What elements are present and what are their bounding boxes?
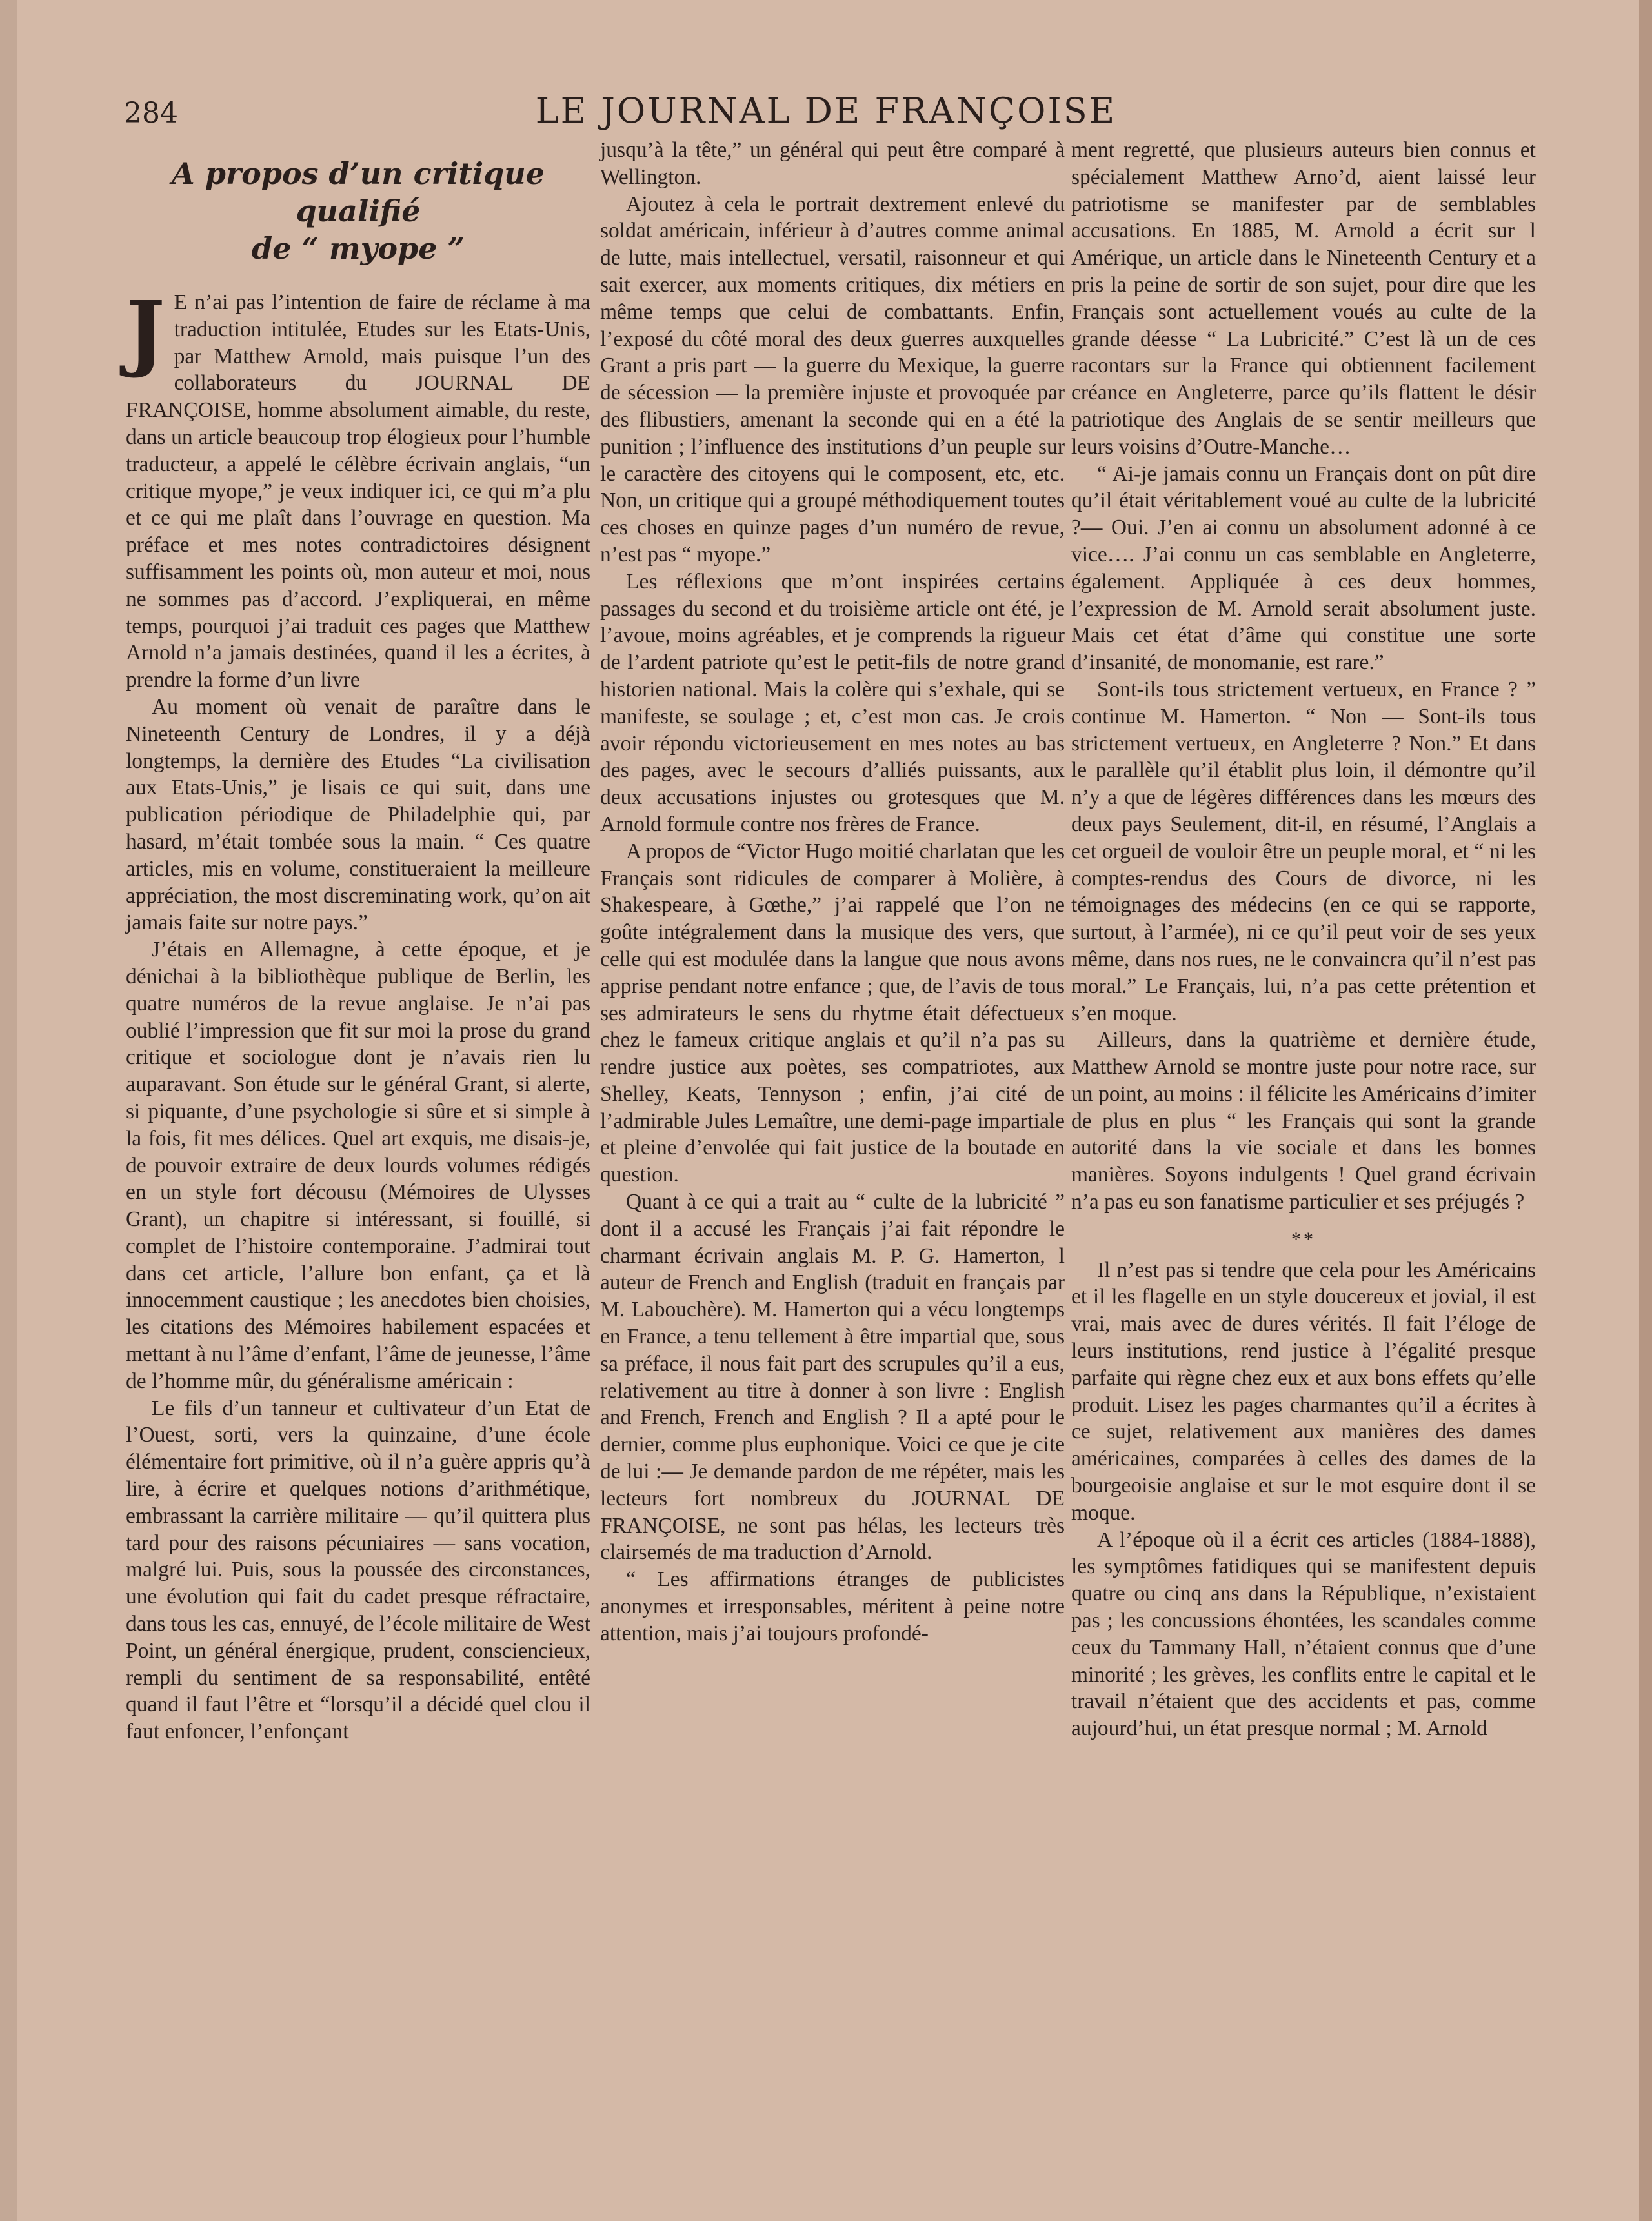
paragraph: J’étais en Allemagne, à cette époque, et je dénichai à la bibliothèque publique de Berlin, les quatre numéros de la revue anglaise. Je n’ai pas oublié l’impression que fit sur moi la prose du grand critique et sociologue dont je n’avais rien lu auparavant. Son étude sur le général Grant, si alerte, si piquante, d’une psychologie si sûre et si simple à la fois, fit mes délices. Quel art exquis, me disais-je, de pouvoir extraire de deux lourds volumes rédigés en un style fort décousu (Mémoires de Ulysses Grant), un chapitre si intéressant, si fouillé, si complet de l’histoire contemporaine. J’admirai tout dans cet article, l’allure bon enfant, ça et là innocemment caustique ; les anecdotes bien choisies, les citations des Mémoires habilement espacées et mettant à nu l’âme d’enfant, l’âme de jeunesse, l’âme de l’homme mûr, du généralisme américain : — [126, 938, 590, 1393]
paragraph-text: E n’ai pas l’intention de faire de réclame à ma traduction intitulée, Etudes sur les Etats-Unis, par Matthew Arnold, mais puisque l’un des collaborateurs du JOURNAL DE FRANÇOISE, homme absolument aimable, du reste, dans un article beaucoup trop élogieux pour l’humble traducteur, a appelé le célèbre écrivain anglais, “un critique myope,” je veux indiquer ici, ce qui m’a plu et ce qui me plaît dans l’ouvrage en question. Ma préface et mes notes contradictoires désignent suffisamment les points où, mon auteur et moi, nous ne sommes pas d’accord. J’expliquerai, en même temps, pourquoi j’ai traduit ces pages que Matthew Arnold n’a jamais destinées, quand il les a écrites, à prendre la forme d’un livre — [126, 290, 590, 692]
article-title — [126, 155, 590, 267]
page-edge-right — [1639, 0, 1652, 2221]
section-separator: ** — [1291, 1228, 1316, 1250]
paragraph: Quant à ce qui a trait au “ culte de la lubricité ” dont il a accusé les Français j’ai fait répondre le charmant écrivain anglais M. P. G. Hamerton, l auteur de French and English (traduit en français par M. Labouchère). M. Hamerton qui a vécu longtemps en France, a tenu tellement à être impartial que, sous sa préface, il nous fait part des scrupules qu’il a eus, relativement au titre à donner à son livre : English and French, French and English ? Il a apté pour le dernier, comme plus euphonique. Voici ce que je cite de lui :— Je demande pardon de me répéter, mais les lecteurs fort nombreux du JOURNAL DE FRANÇOISE, ne sont pas hélas, les lecteurs très clairsemés de ma traduction d’Arnold. — [600, 1190, 1065, 1565]
paragraph: jusqu’à la tête,” un général qui peut être comparé à Wellington. — [600, 138, 1065, 189]
article-title-line-2: de “ myope ” — [252, 231, 465, 266]
running-head: LE JOURNAL DE FRANÇOISE — [535, 90, 1117, 131]
paragraph: A l’époque où il a écrit ces articles (1884-1888), les symptômes fatidiques qui se manifestent depuis quatre ou cinq ans dans la République, n’existaient pas ; les concussions éhontées, les scandales comme ceux du Tammany Hall, n’étaient connus que d’une minorité ; les grèves, les conflits entre le capital et le travail n’étaient que des accidents et pas, comme aujourd’hui, un état presque normal ; M. Arnold — [1071, 1527, 1536, 1741]
paragraph — [126, 284, 590, 694]
paragraph: A propos de “Victor Hugo moitié charlatan que les Français sont ridicules de comparer à Molière, à Shakespeare, à Gœthe,” j’ai rappelé que l’on ne goûte intégralement dans la musique des vers, que celle qui est modulée dans la langue que nous avons apprise pendant notre enfance ; que, de l’avis de tous ses admirateurs le sens du rhytme était défectueux chez le fameux critique anglais et qu’il n’a pas su rendre justice aux poètes, ses compatriotes, aux Shelley, Keats, Tennyson ; enfin, j’ai cité de l’admirable Jules Lemaître, une demi-page impartiale et pleine d’envolée qui fait justice de la boutade en question. — [600, 839, 1065, 1187]
column-2 — [600, 137, 1065, 1647]
paragraph: “ Les affirmations étranges de publicistes anonymes et irresponsables, méritent à peine notre attention, mais j’ai toujours profondé- — [600, 1567, 1065, 1645]
paragraph: Il n’est pas si tendre que cela pour les Américains et il les flagelle en un style doucereux et jovial, il est vrai, mais avec de dures vérités. Il fait l’éloge de leurs institutions, rend justice à l’égalité presque parfaite qui règne chez eux et aux bons effets qu’elle produit. Lisez les pages charmantes qu’il a écrites à ce sujet, relativement aux manières des dames américaines, comparées à celles des dames de la bourgeoisie anglaise et sur le mot esquire dont il se moque. — [1071, 1258, 1536, 1525]
paragraph: Le fils d’un tanneur et cultivateur d’un Etat de l’Ouest, sorti, vers la quinzaine, d’une école élémentaire fort primitive, où il n’a guère appris qu’à lire, à écrire et quelques notions d’arithmétique, embrassant la carrière militaire — qu’il quittera plus tard pour des raisons pécuniaires — sans vocation, malgré lui. Puis, sous la poussée des circonstances, une évolution qui fait du cadet presque réfractaire, dans tous les cas, ennuyé, de l’école militaire de West Point, un général énergique, prudent, consciencieux, rempli du sentiment de sa responsabilité, entêté quand il faut l’être et “lorsqu’il a décidé quel clou il faut enfoncer, l’enfonçant — [126, 1396, 590, 1744]
page-edge-left — [0, 0, 17, 2221]
paragraph: Les réflexions que m’ont inspirées certains passages du second et du troisième article ont été, je l’avoue, moins agréables, et je comprends la rigueur de l’ardent patriote qu’est le petit-fils de notre grand historien national. Mais la colère qui s’exhale, qui se manifeste, se soulage ; et, c’est mon cas. Je crois avoir répondu victorieusement en mes notes au bas des pages, avec le secours d’alliés puissants, aux deux accusations injustes ou grotesques que M. Arnold formule contre nos frères de France. — [600, 569, 1065, 836]
drop-cap: J — [126, 284, 165, 381]
paragraph: Ailleurs, dans la quatrième et dernière étude, Matthew Arnold se montre juste pour notre race, sur un point, au moins : il félicite les Américains d’imiter de plus en plus “ les Français qui sont la grande autorité dans la vie sociale et dans les bonnes manières. Soyons indulgents ! Quel grand écrivain n’a pas eu son fanatisme particulier et ses préjugés ? — [1071, 1028, 1536, 1214]
page-number: 284 — [124, 97, 178, 130]
paragraph: Ajoutez à cela le portrait dextrement enlevé du soldat américain, inférieur à d’autres comme animal de lutte, mais intellectuel, versatil, raisonneur et qui sait exercer, aux moments critiques, dix métiers en même temps que celui de combattants. Enfin, l’exposé du côté moral des deux guerres auxquelles Grant a pris part — la guerre du Mexique, la guerre de sécession — la première injuste et provoquée par des flibustiers, amenant la seconde qui en a été la punition ; l’influence des institutions d’un peuple sur le caractère des citoyens qui le composent, etc, etc. Non, un critique qui a groupé méthodiquement toutes ces choses en quinze pages d’un numéro de revue, n’est pas “ myope.” — [600, 192, 1065, 567]
paragraph: Sont-ils tous strictement vertueux, en France ? ” continue M. Hamerton. “ Non — Sont-ils tous strictement vertueux, en Angleterre ? Non.” Et dans le parallèle qu’il établit plus loin, il démontre qu’il n’y a que de légères différences dans les mœurs des deux pays Seulement, dit-il, en résumé, l’Anglais a cet orgueil de vouloir être un peuple moral, et “ ni les comptes-rendus des Cours de divorce, ni les témoignages des médecins (en ce qui se rapporte, surtout, à l’armée), ni ce qu’il peut voir de ses yeux même, dans nos rues, ne le convaincra qu’il n’est pas moral.” Le Français, lui, n’a pas cette prétention et s’en moque. — [1071, 677, 1536, 1025]
article-title-line-1: A propos d’un critique qualifié — [172, 156, 545, 228]
paragraph: Au moment où venait de paraître dans le Nineteenth Century de Londres, il y a déjà longtemps, la dernière des Etudes “La civilisation aux Etats-Unis,” je lisais ce qui suit, dans une publication périodique de Philadelphie qui, par hasard, m’était tombée sous la main. “ Ces quatre articles, mis en volume, constitueraient la meilleure appréciation, the most discreminating work, qu’on ait jamais faite sur notre pays.” — [126, 694, 590, 935]
column-3 — [1071, 137, 1536, 1742]
column-1 — [126, 137, 590, 1745]
paragraph: “ Ai-je jamais connu un Français dont on pût dire qu’il était véritablement voué au culte de la lubricité ?— Oui. J’en ai connu un absolument adonné à ce vice…. J’ai connu un cas semblable en Angleterre, également. Appliquée à ces deux hommes, l’expression de M. Arnold serait absolument juste. Mais cet état d’âme qui constitue une sorte d’insanité, de monomanie, est rare.” — [1071, 461, 1536, 675]
paragraph: ment regretté, que plusieurs auteurs bien connus et spécialement Matthew Arno’d, aient laissé leur patriotisme se manifester par de semblables accusations. En 1885, M. Arnold a écrit sur l Amérique, un article dans le Nineteenth Century et a pris la peine de sortir de son sujet, pour dire que les Français sont actuellement voués au culte de la grande déesse “ La Lubricité.” C’est là un de ces racontars sur la France qui obtiennent facilement créance en Angleterre, parce qu’ils flattent le désir patriotique des Anglais de se sentir meilleurs que leurs voisins d’Outre-Manche… — [1071, 138, 1536, 459]
